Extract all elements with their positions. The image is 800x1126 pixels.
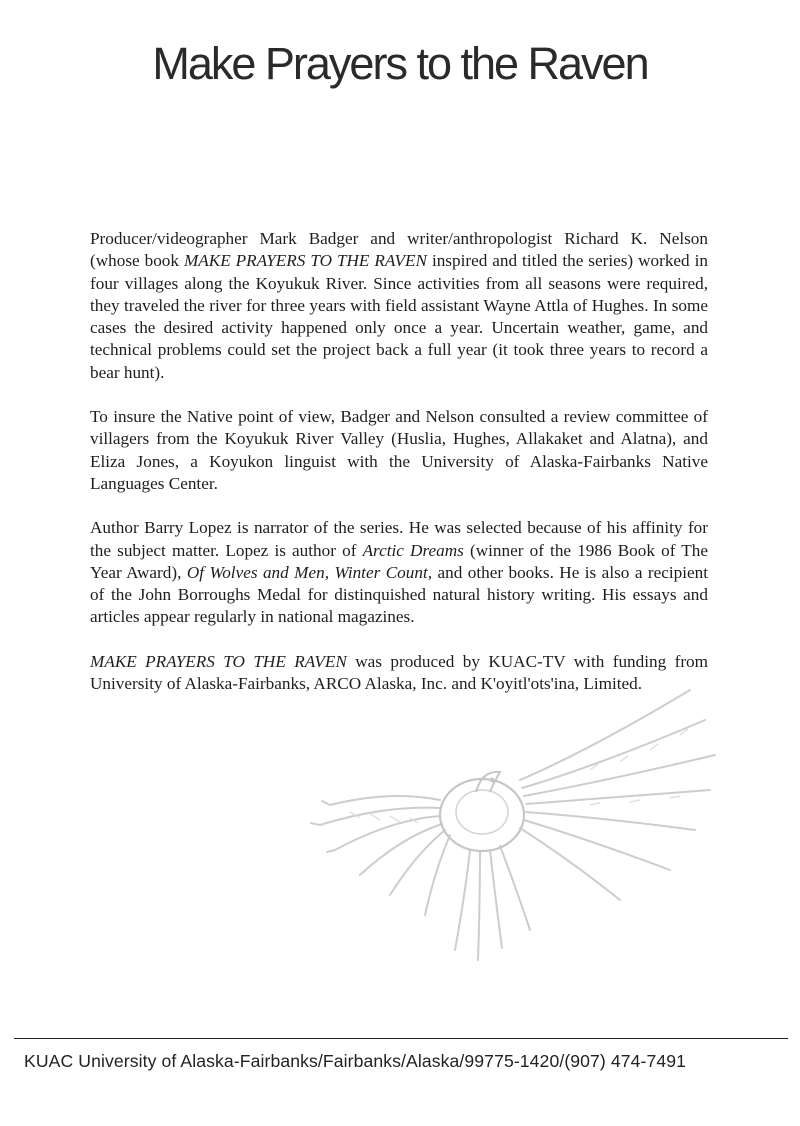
book-titles-wolves-winter: Of Wolves and Men, Winter Count, [186, 562, 433, 582]
footer-divider [14, 1038, 788, 1039]
page-title: Make Prayers to the Raven [152, 38, 648, 89]
footer-address: KUAC University of Alaska-Fairbanks/Fairbanks/Alaska/99775-1420/(907) 474-7491 [24, 1051, 687, 1071]
paragraph-narrator: Author Barry Lopez is narrator of the series. He was selected because of his affinity for the subject matter. Lopez is author of Arctic Dreams (winner of the 1986 Book of The Year Award), Of Wolves and Men, Winter Count, and other books. He is also a recipient of the John Borroughs Medal for distinquished natural history writing. His essays and articles appear regularly in national magazines. [90, 518, 709, 627]
book-title-emphasis: MAKE PRAYERS TO THE RAVEN [183, 251, 427, 271]
paragraph-production: Producer/videographer Mark Badger and writer/anthropologist Richard K. Nelson (whose book MAKE PRAYERS TO THE RAVEN inspired and titled the series) worked in four villages along the Koyukuk River. Since activities from all seasons were required, they traveled the river for three years with field assistant Wayne Attla of Hughes. In some cases the desired activity happened only once a year. Uncertain weather, game, and technical problems could set the project back a full year (it took three years to record a bear hunt). [90, 229, 708, 382]
raven-watermark-icon [290, 680, 740, 970]
book-title-arctic-dreams: Arctic Dreams [362, 540, 464, 560]
body-text [90, 228, 708, 717]
series-title-emphasis: MAKE PRAYERS TO THE RAVEN [90, 651, 347, 671]
paragraph-review-committee: To insure the Native point of view, Badger and Nelson consulted a review committee of villagers from the Koyukuk River Valley (Huslia, Hughes, Allakaket and Alatna), and Eliza Jones, a Koyukon linguist with the University of Alaska-Fairbanks Native Languages Center. [90, 407, 708, 493]
paragraph-funding: MAKE PRAYERS TO THE RAVEN was produced by KUAC-TV with funding from University of Alaska-Fairbanks, ARCO Alaska, Inc. and K'oyitl'ots'ina, Limited. [90, 651, 709, 694]
